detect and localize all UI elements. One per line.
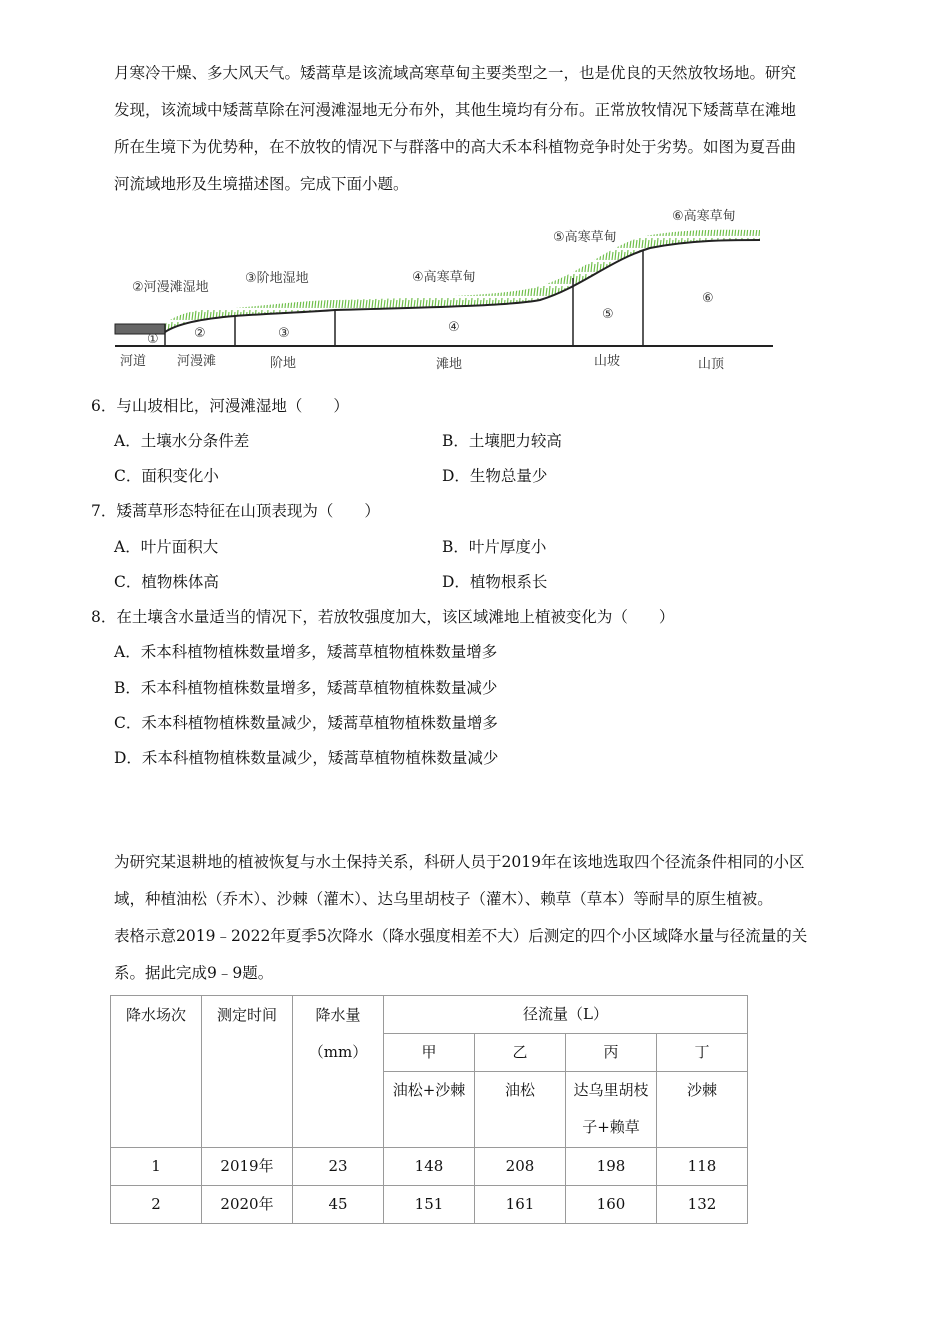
plot-a-header: 甲 [384,1034,475,1072]
habitat-label: ②河漫滩湿地 [132,280,209,295]
intro2-line: 表格示意2019﹣2022年夏季5次降水（降水强度相差不大）后测定的四个小区域降水量与径流量的关 [114,927,808,945]
question-7-option-b[interactable]: B．叶片厚度小 [442,538,547,556]
question-6-option-b[interactable]: B．土壤肥力较高 [442,432,562,450]
table-cell: 160 [566,1186,657,1224]
question-6-option-a[interactable]: A．土壤水分条件差 [114,432,250,450]
question-7-option-c[interactable]: C．植物株体高 [114,573,219,591]
plot-c-header: 丙 [566,1034,657,1072]
plot-d-plants: 沙棘 [657,1072,748,1148]
question-6-stem: 6．与山坡相比，河漫滩湿地（ ） [91,397,349,415]
plot-b-header: 乙 [475,1034,566,1072]
plot-c-plants-line1: 达乌里胡枝 [573,1081,649,1099]
ground-label: 阶地 [270,356,297,371]
intro2-line: 域，种植油松（乔木）、沙棘（灌木）、达乌里胡枝子（灌木）、赖草（草本）等耐旱的原生植被。 [114,890,773,908]
question-7-stem: 7．矮蒿草形态特征在山顶表现为（ ） [91,502,380,520]
plot-b-plants: 油松 [475,1072,566,1148]
table-cell: 118 [657,1148,748,1186]
question-8-option-b[interactable]: B．禾本科植物植株数量增多，矮蒿草植物植株数量减少 [114,679,498,697]
question-7-option-d[interactable]: D．植物根系长 [442,573,548,591]
question-8-option-a[interactable]: A．禾本科植物植株数量增多，矮蒿草植物植株数量增多 [114,643,498,661]
intro-line: 河流域地形及生境描述图。完成下面小题。 [114,175,409,193]
header-time: 测定时间 [202,996,293,1148]
zone-number: ① [147,332,159,347]
zone-number: ② [194,326,206,341]
intro2-line: 系。据此完成9﹣9题。 [114,964,274,982]
header-rainfall [293,996,384,1148]
habitat-label: ④高寒草甸 [412,270,476,285]
ground-label: 滩地 [436,357,463,372]
intro-line: 所在生境下为优势种，在不放牧的情况下与群落中的高大禾本科植物竞争时处于劣势。如图为夏吾曲 [114,138,797,156]
question-8-option-d[interactable]: D．禾本科植物植株数量减少，矮蒿草植物植株数量减少 [114,749,499,767]
ground-label: 山顶 [698,357,725,372]
intro-paragraph [114,55,860,203]
table-cell: 23 [293,1148,384,1186]
question-6-option-d[interactable]: D．生物总量少 [442,467,548,485]
plot-c-plants-line2: 子+赖草 [582,1118,640,1136]
table-cell: 161 [475,1186,566,1224]
table-cell: 198 [566,1148,657,1186]
question-7-option-a[interactable]: A．叶片面积大 [114,538,219,556]
habitat-label: ③阶地湿地 [245,271,309,286]
table-cell: 148 [384,1148,475,1186]
table-cell: 2020年 [202,1186,293,1224]
intro-line: 月寒冷干燥、多大风天气。矮蒿草是该流域高寒草甸主要类型之一，也是优良的天然放牧场地。研究 [114,64,797,82]
table-cell: 2 [111,1186,202,1224]
header-rainfall-label: 降水量 [315,1006,361,1024]
question-8-stem: 8．在土壤含水量适当的情况下，若放牧强度加大，该区域滩地上植被变化为（ ） [91,608,675,626]
intro2-line: 为研究某退耕地的植被恢复与水土保持关系，科研人员于2019年在该地选取四个径流条件相同的小区 [114,853,805,871]
terrain-habitat-diagram [110,200,780,378]
zone-number: ③ [278,326,290,341]
table-cell: 132 [657,1186,748,1224]
table-cell: 2019年 [202,1148,293,1186]
table-cell: 208 [475,1148,566,1186]
zone-number: ⑤ [602,307,614,322]
plot-d-header: 丁 [657,1034,748,1072]
table-cell: 151 [384,1186,475,1224]
runoff-table [110,995,748,1224]
table-cell: 1 [111,1148,202,1186]
plot-a-plants: 油松+沙棘 [384,1072,475,1148]
habitat-label: ⑥高寒草甸 [672,209,736,224]
zone-number: ④ [448,320,460,335]
intro-line: 发现，该流域中矮蒿草除在河漫滩湿地无分布外，其他生境均有分布。正常放牧情况下矮蒿草在滩地 [114,101,797,119]
plot-c-plants [566,1072,657,1148]
table-row [111,1148,748,1186]
table-cell: 45 [293,1186,384,1224]
question-8-option-c[interactable]: C．禾本科植物植株数量减少，矮蒿草植物植株数量增多 [114,714,498,732]
habitat-label: ⑤高寒草甸 [553,230,617,245]
ground-label: 山坡 [594,354,621,369]
terrain-surface [165,240,760,332]
question-6-option-c[interactable]: C．面积变化小 [114,467,219,485]
zone-number: ⑥ [702,291,714,306]
header-event: 降水场次 [111,996,202,1148]
header-runoff: 径流量（L） [384,996,748,1034]
ground-label: 河道 [120,354,147,369]
intro2-paragraph [114,844,860,992]
header-rainfall-unit: （mm） [308,1043,368,1061]
table-row [111,1186,748,1224]
ground-label: 河漫滩 [177,354,217,369]
